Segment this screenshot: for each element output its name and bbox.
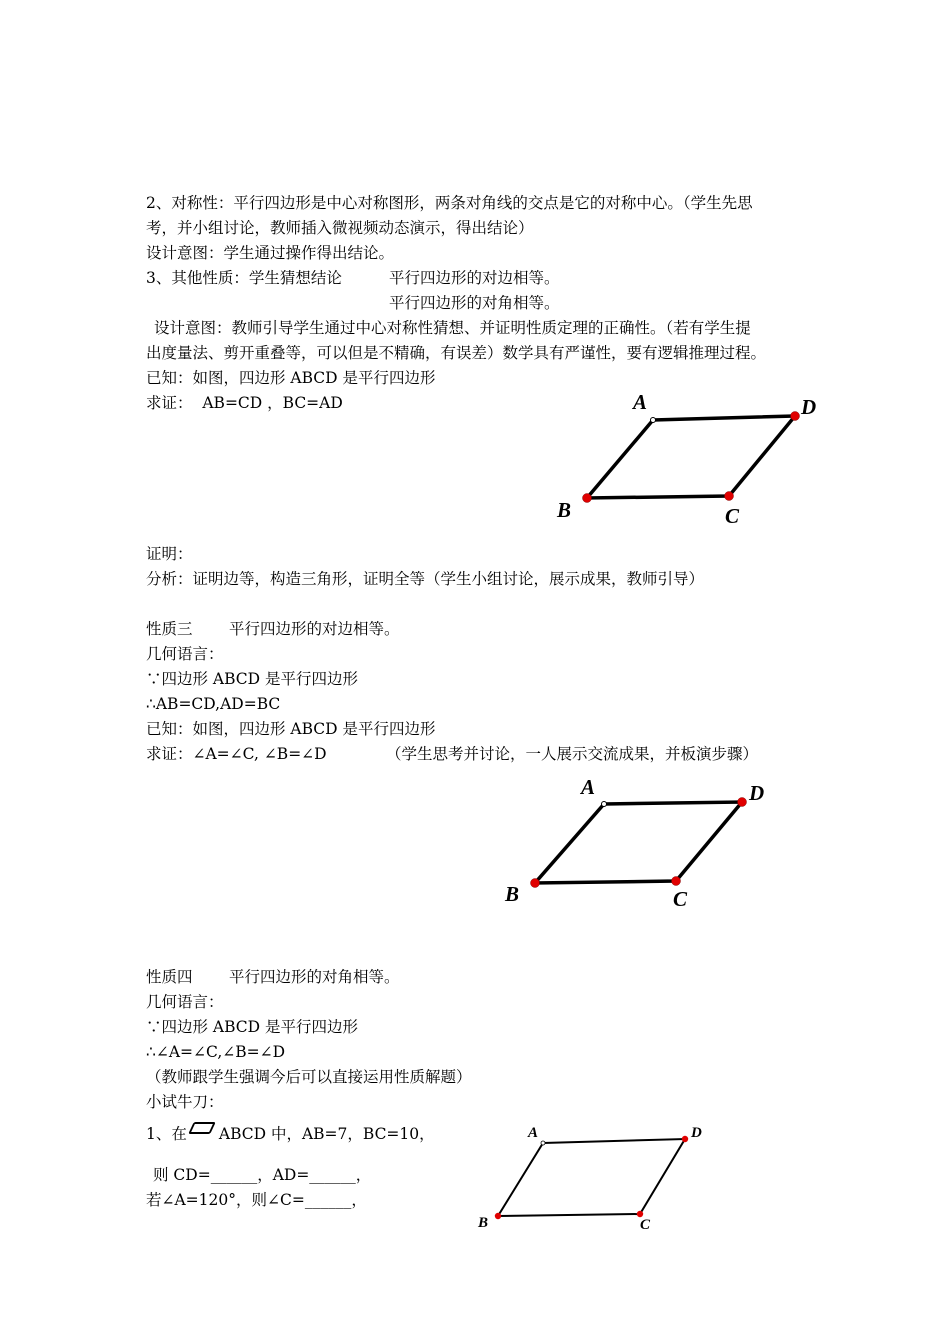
parallelogram-figure-2 (495, 770, 785, 915)
proof-analysis: 分析：证明边等，构造三角形，证明全等（学生小组讨论，展示成果，教师引导） (146, 570, 705, 588)
vertex-a-point (541, 1141, 545, 1145)
property3-note: （学生思考并讨论，一人展示交流成果，并板演步骤） (386, 745, 759, 763)
property4-title: 性质四 (146, 968, 193, 986)
exercise-q1-line3: 若∠A=120°，则∠C=______， (146, 1191, 367, 1209)
label-a: A (581, 775, 596, 799)
parallelogram-figure-1 (545, 385, 835, 530)
vertex-b-point (531, 879, 540, 888)
vertex-c-point (725, 492, 734, 501)
section3-design1: 设计意图：教师引导学生通过中心对称性猜想、并证明性质定理的正确性。（若有学生提 (154, 319, 751, 337)
vertex-b-point (583, 494, 592, 503)
section3-design2: 出度量法、剪开重叠等，可以但是不精确，有误差）数学具有严谨性，要有逻辑推理过程。 (146, 344, 767, 362)
property4-because: ∵四边形 ABCD 是平行四边形 (146, 1018, 359, 1036)
property4-statement: 平行四边形的对角相等。 (229, 968, 400, 986)
section2-design: 设计意图：学生通过操作得出结论。 (146, 244, 395, 262)
q1-suffix: ABCD 中，AB=7，BC=10， (218, 1125, 435, 1143)
exercise-title: 小试牛刀： (146, 1093, 224, 1111)
property3-known: 已知：如图，四边形 ABCD 是平行四边形 (146, 720, 436, 738)
label-c: C (640, 1217, 651, 1233)
proof-label: 证明： (146, 545, 193, 563)
parallelogram-symbol-icon (188, 1122, 216, 1134)
vertex-d-point (738, 798, 747, 807)
label-b: B (478, 1215, 489, 1231)
label-c: C (725, 504, 740, 528)
vertex-d-point (682, 1136, 688, 1142)
property4-note: （教师跟学生强调今后可以直接运用性质解题） (146, 1068, 472, 1086)
property3-therefore: ∴AB=CD,AD=BC (146, 695, 281, 713)
vertex-d-point (791, 412, 800, 421)
label-b: B (557, 498, 572, 522)
section2-line2: 考，并小组讨论，教师插入微视频动态演示，得出结论） (146, 219, 534, 237)
section3-title: 3、其他性质：学生猜想结论 (146, 269, 342, 287)
property3-because: ∵四边形 ABCD 是平行四边形 (146, 670, 359, 688)
section3-known: 已知：如图，四边形 ABCD 是平行四边形 (146, 369, 436, 387)
label-a: A (528, 1125, 539, 1141)
section3-prove: 求证： AB=CD ，BC=AD (146, 394, 343, 412)
label-b: B (505, 882, 520, 906)
exercise-q1-line2: 则 CD=______，AD=______， (153, 1166, 372, 1184)
label-c: C (673, 887, 688, 911)
label-d: D (691, 1125, 702, 1141)
vertex-b-point (495, 1213, 501, 1219)
section3-conj2: 平行四边形的对角相等。 (389, 294, 560, 312)
label-d: D (801, 395, 817, 419)
property3-statement: 平行四边形的对边相等。 (229, 620, 400, 638)
label-a: A (633, 390, 648, 414)
property4-geo-lang: 几何语言： (146, 993, 224, 1011)
parallelogram-figure-3 (470, 1115, 720, 1235)
exercise-q1 (146, 1122, 435, 1144)
property3-prove: 求证：∠A=∠C, ∠B=∠D (146, 745, 327, 763)
vertex-c-point (672, 877, 681, 886)
section2-line1: 2、对称性：平行四边形是中心对称图形，两条对角线的交点是它的对称中心。（学生先思 (146, 194, 753, 212)
section3-conj1: 平行四边形的对边相等。 (389, 269, 560, 287)
property3-geo-lang: 几何语言： (146, 645, 224, 663)
label-d: D (749, 781, 765, 805)
property4-therefore: ∴∠A=∠C,∠B=∠D (146, 1043, 286, 1061)
vertex-a-point (651, 418, 656, 423)
property3-title: 性质三 (146, 620, 193, 638)
q1-prefix: 1、在 (146, 1125, 187, 1143)
vertex-a-point (602, 802, 607, 807)
